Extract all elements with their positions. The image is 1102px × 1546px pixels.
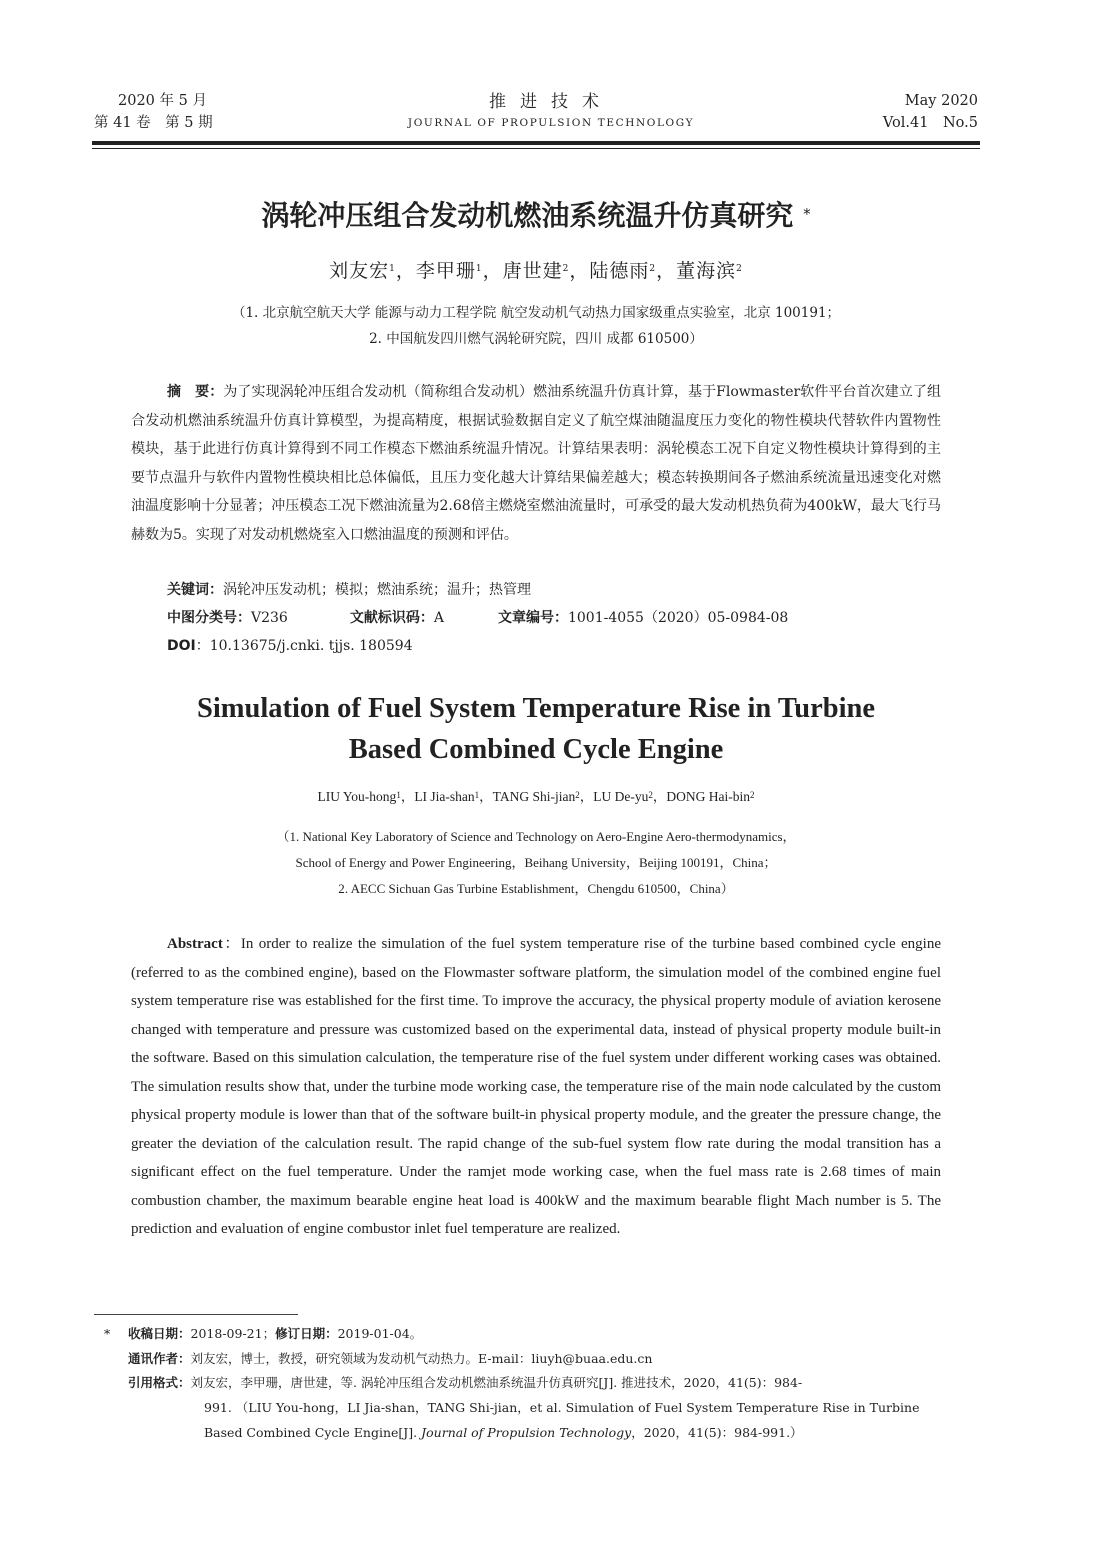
author-separator: ， xyxy=(656,260,677,282)
author-affiliation-mark: 1 xyxy=(475,264,483,274)
paper-title-cn xyxy=(92,196,980,236)
abstract-en xyxy=(131,930,941,1244)
affiliation-cn xyxy=(92,300,980,352)
abstract-en-colon: ： xyxy=(222,936,241,952)
author-cn: 陆德雨 xyxy=(589,260,650,282)
issue-date-en: May 2020 xyxy=(904,93,978,109)
keywords xyxy=(167,578,947,602)
author-separator: ， xyxy=(652,789,667,804)
doc-code-value: A xyxy=(433,610,444,626)
author-affiliation-mark: 1 xyxy=(474,790,480,800)
doc-code-label: 文献标识码： xyxy=(349,610,434,626)
title-cn-text: 涡轮冲压组合发动机燃油系统温升仿真研究 xyxy=(261,199,794,232)
footnote-corresponding xyxy=(104,1346,950,1371)
citation-label: 引用格式： xyxy=(128,1375,191,1390)
abstract-en-label: Abstract xyxy=(167,936,223,952)
citation-en-line: 991. （LIU You-hong，LI Jia-shan，TANG Shi-jian，et al. Simulation of Fuel System Temperature Rise in Turbine xyxy=(204,1400,920,1415)
citation-cn: 刘友宏，李甲珊，唐世建，等. 涡轮冲压组合发动机燃油系统温升仿真研究[J]. 推进技术，2020，41(5)：984- xyxy=(190,1375,803,1390)
author-cn: 刘友宏 xyxy=(329,260,390,282)
title-en-line: Based Combined Cycle Engine xyxy=(348,734,724,765)
author-affiliation-mark: 2 xyxy=(749,790,755,800)
keywords-text: 涡轮冲压发动机；模拟；燃油系统；温升；热管理 xyxy=(223,582,531,598)
citation-journal: Journal of Propulsion Technology xyxy=(421,1425,632,1440)
author-cn: 唐世建 xyxy=(502,260,563,282)
affiliation-line: 2. AECC Sichuan Gas Turbine Establishment，Chengdu 610500，China） xyxy=(338,881,734,896)
header-left xyxy=(94,90,294,134)
author-en: DONG Hai-bin xyxy=(666,789,750,804)
corresponding-label: 通讯作者： xyxy=(128,1351,191,1366)
abstract-cn xyxy=(131,378,941,549)
affiliation-line: （1. 北京航空航天大学 能源与动力工程学院 航空发动机气动热力国家级重点实验室，北京 100191； xyxy=(231,305,841,321)
abstract-cn-label: 摘 要： xyxy=(167,384,224,400)
received-value: 2018-09-21； xyxy=(190,1326,276,1341)
affiliation-line: （1. National Key Laboratory of Science and Technology on Aero-Engine Aero-thermodynamics， xyxy=(276,829,796,844)
volume-en: Vol.41 No.5 xyxy=(882,115,978,131)
author-separator: ， xyxy=(395,260,416,282)
keywords-label: 关键词： xyxy=(167,582,223,598)
header-rule-thin xyxy=(92,148,980,149)
author-separator: ， xyxy=(482,260,503,282)
citation-en-tail: ，2020，41(5)：984-991.） xyxy=(631,1425,803,1440)
author-affiliation-mark: 2 xyxy=(575,790,580,800)
journal-name-cn: 推进技术 xyxy=(489,92,613,112)
author-affiliation-mark: 2 xyxy=(736,264,743,274)
author-list-en xyxy=(92,784,980,810)
author-cn: 李甲珊 xyxy=(415,260,476,282)
article-number-value: 1001-4055（2020）05-0984-08 xyxy=(567,610,789,626)
author-affiliation-mark: 2 xyxy=(562,264,570,274)
article-number-label: 文章编号： xyxy=(497,610,568,626)
footnote-star: * xyxy=(104,1326,111,1341)
author-en: LIU You-hong xyxy=(317,789,397,804)
author-separator: ， xyxy=(479,789,493,804)
author-affiliation-mark: 2 xyxy=(648,790,653,800)
citation-en-title: Based Combined Cycle Engine[J]. xyxy=(204,1425,422,1440)
revised-label: 修订日期： xyxy=(275,1326,338,1341)
author-affiliation-mark: 1 xyxy=(389,264,396,274)
author-affiliation-mark: 2 xyxy=(649,264,657,274)
citation-en-line-2 xyxy=(128,1420,942,1445)
footnote-rule xyxy=(94,1314,298,1315)
abstract-en-text: In order to realize the simulation of the fuel system temperature rise of the turbine based combined cycle engine (referred to as the combined engine), based on the Flowmaster software platform, the simulation model of the combined engine fuel system temperature rise was established for the first time. To improve the accuracy, the physical property module of aviation kerosene changed with temperature and pressure was customized based on the experimental data, instead of physical property module built-in the software. Based on this simulation calculation, the temperature rise of the fuel system under different working cases was obtained. The simulation results show that, under the turbine mode working case, the temperature rise of the main node calculated by the custom physical property module is lower than that of the software built-in physical property module, and the greater the pressure change, the greater the deviation of the calculation result. The rapid change of the sub-fuel system flow rate during the modal transition has a significant effect on the fuel temperature. Under the ramjet mode working case, when the fuel mass rate is 2.68 times of main combustion chamber, the maximum bearable engine heat load is 400kW and the maximum bearable flight Mach number is 5. The prediction and evaluation of engine combustor inlet fuel temperature are realized. xyxy=(131,936,941,1237)
clc-label: 中图分类号： xyxy=(167,610,251,626)
author-separator: ， xyxy=(579,789,594,804)
author-separator: ， xyxy=(400,789,415,804)
doi-label: DOI xyxy=(167,638,196,654)
issue-date-cn: 2020 年 5 月 xyxy=(118,93,207,109)
affiliation-line: School of Energy and Power Engineering，Beihang University，Beijing 100191，China； xyxy=(295,855,777,870)
revised-value: 2019-01-04。 xyxy=(337,1326,423,1341)
author-affiliation-mark: 1 xyxy=(396,790,401,800)
header-rule-thick xyxy=(92,141,980,145)
author-list-cn xyxy=(92,256,980,286)
footnote-received xyxy=(104,1321,950,1346)
doi-line xyxy=(167,634,947,658)
corresponding-value: 刘友宏，博士，教授，研究领域为发动机气动热力。E-mail：liuyh@buaa.edu.cn xyxy=(190,1351,653,1366)
affiliation-en xyxy=(92,824,980,902)
journal-name-en: JOURNAL OF PROPULSION TECHNOLOGY xyxy=(407,117,695,129)
title-footnote-mark: * xyxy=(803,205,811,223)
author-cn: 董海滨 xyxy=(676,260,737,282)
received-label: 收稿日期： xyxy=(128,1326,191,1341)
classification-line xyxy=(167,606,947,630)
title-en-line: Simulation of Fuel System Temperature Rise in Turbine xyxy=(196,693,875,724)
volume-cn: 第 41 卷 第 5 期 xyxy=(94,115,213,131)
doi-value: ：10.13675/j.cnki. tjjs. 180594 xyxy=(195,638,413,654)
author-en: LU De-yu xyxy=(593,789,649,804)
paper-title-en xyxy=(92,688,980,770)
author-separator: ， xyxy=(569,260,590,282)
journal-masthead xyxy=(330,90,772,132)
header-right xyxy=(830,90,978,134)
author-en: TANG Shi-jian xyxy=(492,789,576,804)
clc-value: V236 xyxy=(251,610,288,626)
citation-format xyxy=(128,1370,942,1445)
abstract-cn-text: 为了实现涡轮冲压组合发动机（简称组合发动机）燃油系统温升仿真计算，基于Flowmaster软件平台首次建立了组合发动机燃油系统温升仿真计算模型，为提高精度，根据试验数据自定义了航空煤油随温度压力变化的物性模块代替软件内置物性模块，基于此进行仿真计算得到不同工作模态下燃油系统温升情况。计算结果表明：涡轮模态工况下自定义物性模块计算得到的主要节点温升与软件内置物性模块相比总体偏低，且压力变化越大计算结果偏差越大；模态转换期间各子燃油系统流量迅速变化对燃油温度影响十分显著；冲压模态工况下燃油流量为2.68倍主燃烧室燃油流量时，可承受的最大发动机热负荷为400kW，最大飞行马赫数为5。实现了对发动机燃烧室入口燃油温度的预测和评估。 xyxy=(131,384,941,543)
affiliation-line: 2. 中国航发四川燃气涡轮研究院，四川 成都 610500） xyxy=(369,331,703,347)
author-en: LI Jia-shan xyxy=(414,789,475,804)
